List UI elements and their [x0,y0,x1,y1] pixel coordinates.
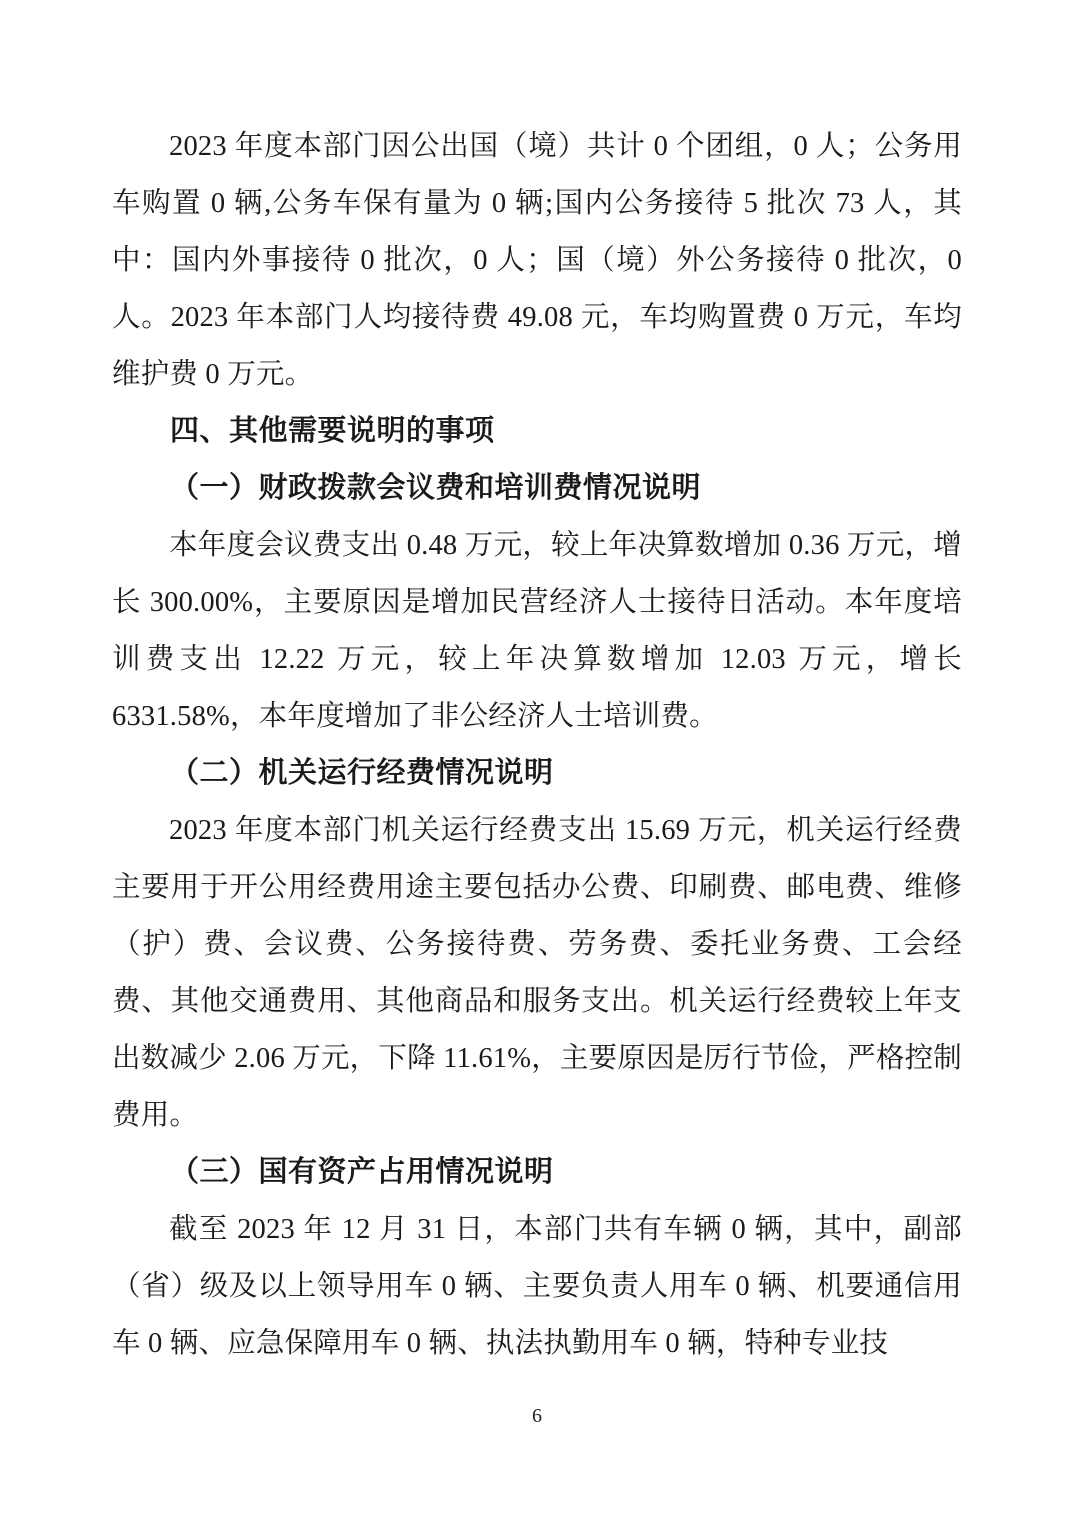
section-heading-four: 四、其他需要说明的事项 [170,415,495,447]
page-number: 6 [532,1405,542,1427]
subsection-heading-two: （二）机关运行经费情况说明 [170,757,554,789]
subsection-heading-three: （三）国有资产占用情况说明 [170,1156,554,1188]
paragraph-travel-vehicle: 2023 年度本部门因公出国（境）共计 0 个团组，0 人；公务用车购置 0 辆,公务车保有量为 0 辆;国内公务接待 5 批次 73 人，其中：国内外事接待 0 批次，0 人；国（境）外公务接待 0 批次，0 人。2023 年本部门人均接待费 49.08 元，车均购置费 0 万元，车均维护费 0 万元。 [112,131,962,390]
paragraph-operating-cost: 2023 年度本部门机关运行经费支出 15.69 万元，机关运行经费主要用于开公用经费用途主要包括办公费、印刷费、邮电费、维修（护）费、会议费、公务接待费、劳务费、委托业务费、工会经费、其他交通费用、其他商品和服务支出。机关运行经费较上年支出数减少 2.06 万元，下降 11.61%，主要原因是厉行节俭，严格控制费用。 [112,815,962,1131]
subsection-heading-one: （一）财政拨款会议费和培训费情况说明 [170,472,702,504]
paragraph-meeting-training-cost: 本年度会议费支出 0.48 万元，较上年决算数增加 0.36 万元，增长 300.00%，主要原因是增加民营经济人士接待日活动。本年度培训费支出 12.22 万元，较上年决算数增加 12.03 万元，增长 6331.58%，本年度增加了非公经济人士培训费。 [112,530,962,732]
paragraph-state-assets: 截至 2023 年 12 月 31 日，本部门共有车辆 0 辆，其中，副部（省）级及以上领导用车 0 辆、主要负责人用车 0 辆、机要通信用车 0 辆、应急保障用车 0 辆、执法执勤用车 0 辆，特种专业技 [112,1214,962,1359]
